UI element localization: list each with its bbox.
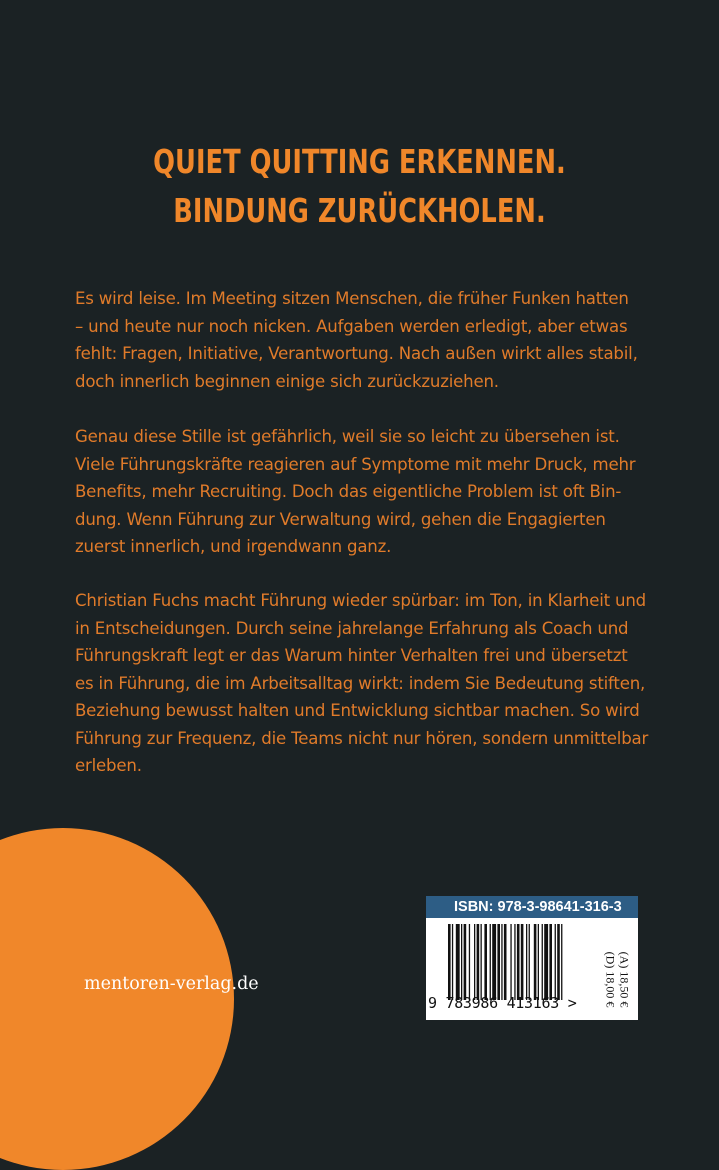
paragraph-line: Führungskraft legt er das Warum hinter Verhalten frei und übersetzt	[75, 646, 628, 665]
price-de: (D) 18,00 €	[603, 951, 618, 1008]
orange-circle-decoration	[0, 828, 234, 1170]
paragraph-line: fehlt: Fragen, Initiative, Verantwortung. Nach außen wirkt alles stabil,	[75, 344, 638, 363]
paragraph-line: Führung zur Frequenz, die Teams nicht nur hören, sondern unmittelbar	[75, 728, 649, 748]
paragraph-3	[75, 587, 649, 780]
headline-line-1: QUIET QUITTING ERKENNEN.	[153, 142, 566, 181]
paragraph-line: dung. Wenn Führung zur Verwaltung wird, gehen die Engagierten	[75, 509, 606, 529]
headline-line-2: BINDUNG ZURÜCKHOLEN.	[173, 191, 546, 230]
publisher-url: mentoren-verlag.de	[84, 974, 259, 994]
paragraph-line: Genau diese Stille ist gefährlich, weil sie so leicht zu übersehen ist.	[75, 427, 620, 446]
isbn-label: ISBN: 978-3-98641-316-3	[426, 896, 638, 918]
price-at: (A) 18,50 €	[617, 951, 632, 1008]
paragraph-line: – und heute nur noch nicken. Aufgaben werden erledigt, aber etwas	[75, 316, 628, 336]
paragraph-1	[75, 285, 645, 395]
paragraph-line: Beziehung bewusst halten und Entwicklung sichtbar machen. So wird	[75, 701, 640, 720]
paragraph-line: Viele Führungskräfte reagieren auf Symptome mit mehr Druck, mehr	[75, 454, 636, 474]
paragraph-2	[75, 423, 645, 561]
paragraph-line: Es wird leise. Im Meeting sitzen Menschen, die früher Funken hatten	[75, 289, 629, 308]
paragraph-line: Christian Fuchs macht Führung wieder spürbar: im Ton, in Klarheit und	[75, 591, 646, 610]
paragraph-line: in Entscheidungen. Durch seine jahrelange Erfahrung als Coach und	[75, 618, 629, 638]
headline	[79, 137, 640, 235]
paragraph-line: doch innerlich beginnen einige sich zurückzuziehen.	[75, 371, 499, 391]
paragraph-line: zuerst innerlich, und irgendwann ganz.	[75, 537, 392, 556]
paragraph-line: erleben.	[75, 756, 142, 775]
barcode-digits: 9 783986 413163 >	[428, 994, 577, 1012]
paragraph-line: Benefits, mehr Recruiting. Doch das eigentliche Problem ist oft Bin-	[75, 482, 622, 501]
price-block	[604, 922, 638, 1018]
paragraph-line: es in Führung, die im Arbeitsalltag wirkt: indem Sie Bedeutung stiften,	[75, 673, 646, 693]
isbn-barcode-box	[426, 896, 638, 1020]
barcode	[448, 924, 603, 1000]
